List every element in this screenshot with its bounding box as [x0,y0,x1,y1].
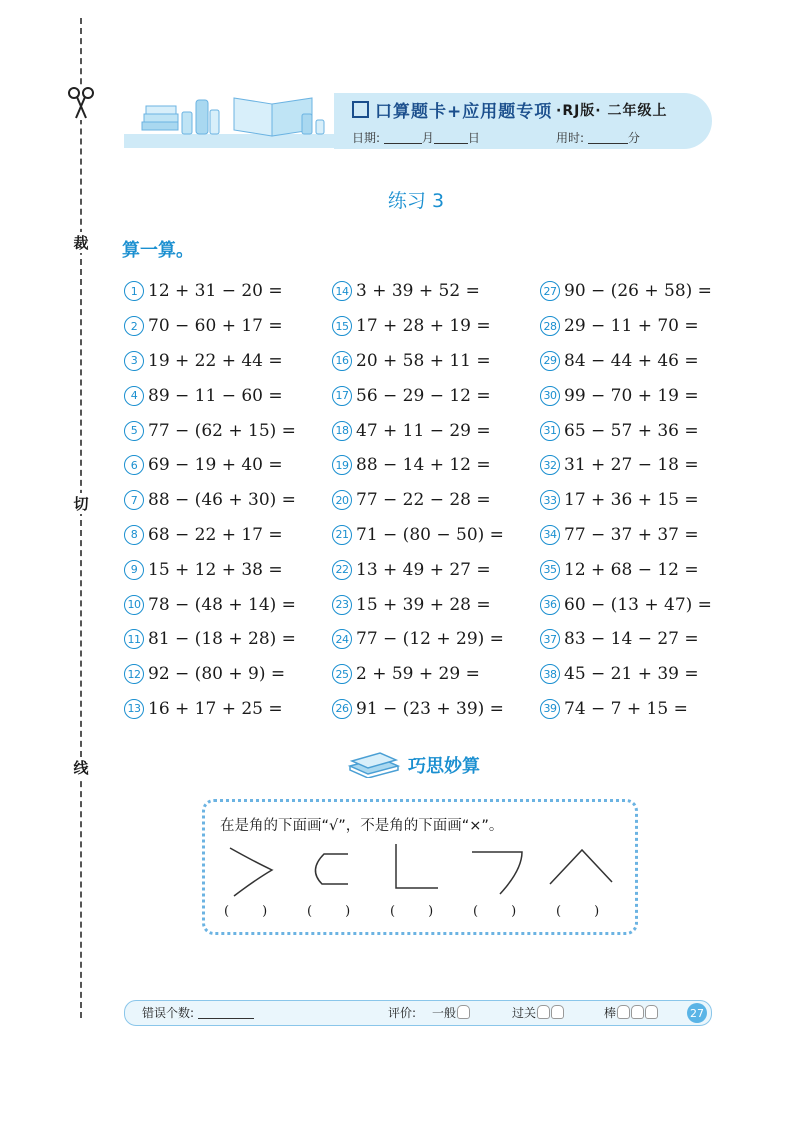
problem-expression: 31 + 27 − 18 = [564,455,699,476]
date-label: 日期: [352,131,381,145]
answer-slot-4[interactable]: ( ) [473,904,517,919]
problem-expression: 15 + 39 + 28 = [356,594,491,615]
thumb-icon [551,1005,564,1019]
problem-item [332,692,504,727]
problem-number: 19 [332,455,352,475]
page-number: 27 [687,1003,707,1023]
problem-number: 21 [332,525,352,545]
problem-expression: 88 − (46 + 30) = [148,490,296,511]
problem-item [124,552,296,587]
bonus-instruction: 在是角的下面画“√”，不是角的下面画“×”。 [220,818,504,834]
problem-number: 16 [332,351,352,371]
problem-item [124,344,296,379]
problem-number: 32 [540,455,560,475]
problem-expression: 56 − 29 − 12 = [356,385,491,406]
problem-item [540,657,712,692]
rating-label: 评价: [388,1006,417,1020]
problem-column-3 [540,274,712,726]
problem-expression: 12 + 68 − 12 = [564,559,699,580]
problem-item [332,413,504,448]
problem-item [124,692,296,727]
problem-item [124,309,296,344]
problem-expression: 65 − 57 + 36 = [564,420,699,441]
problem-item [540,622,712,657]
problem-number: 3 [124,351,144,371]
problem-item [540,448,712,483]
problem-item [540,344,712,379]
figure-3 [396,844,438,888]
rating-general-label: 一般 [432,1006,457,1020]
problem-number: 28 [540,316,560,336]
problem-item [540,413,712,448]
header-edition: ·RJ版· 二年级上 [556,103,668,119]
angle-figures [210,840,630,900]
rating-great[interactable] [604,1004,658,1021]
problem-item [124,413,296,448]
problem-column-1 [124,274,296,726]
problem-number: 17 [332,386,352,406]
problem-expression: 99 − 70 + 19 = [564,385,699,406]
problem-item [332,448,504,483]
problem-item [332,344,504,379]
books-illustration-icon [122,92,344,152]
bonus-title: 巧思妙算 [408,756,480,777]
rating-general[interactable] [432,1004,470,1021]
problem-item [332,552,504,587]
problem-item [124,657,296,692]
problem-item [540,692,712,727]
thumb-icon [645,1005,658,1019]
errors-blank[interactable] [198,1007,254,1019]
cut-mark-qie: 切 [70,493,92,514]
problem-expression: 47 + 11 − 29 = [356,420,491,441]
problem-number: 1 [124,281,144,301]
problem-item [540,518,712,553]
problem-number: 25 [332,664,352,684]
problem-number: 37 [540,629,560,649]
problem-number: 31 [540,421,560,441]
problem-expression: 71 − (80 − 50) = [356,524,504,545]
answer-slot-2[interactable]: ( ) [307,904,351,919]
problem-expression: 19 + 22 + 44 = [148,350,283,371]
problem-item [124,587,296,622]
figure-5 [550,850,612,884]
problem-expression: 77 − (12 + 29) = [356,629,504,650]
thumb-icon [457,1005,470,1019]
problem-expression: 45 − 21 + 39 = [564,664,699,685]
header-title-text: 口算题卡+应用题专项 [375,102,553,122]
header-title [352,97,552,122]
problem-expression: 84 − 44 + 46 = [564,350,699,371]
cut-mark-xian: 线 [70,757,92,778]
problem-expression: 16 + 17 + 25 = [148,698,283,719]
problem-item [124,483,296,518]
problem-item [332,622,504,657]
problem-number: 10 [124,595,144,615]
problem-expression: 91 − (23 + 39) = [356,698,504,719]
problem-expression: 92 − (80 + 9) = [148,664,286,685]
problem-number: 2 [124,316,144,336]
problem-item [540,552,712,587]
problem-expression: 13 + 49 + 27 = [356,559,491,580]
problem-item [124,518,296,553]
problem-expression: 15 + 12 + 38 = [148,559,283,580]
problem-number: 33 [540,490,560,510]
date-field[interactable] [352,129,480,146]
problem-item [540,483,712,518]
figure-1 [230,848,272,896]
square-icon [352,101,369,118]
problem-number: 35 [540,560,560,580]
problem-expression: 68 − 22 + 17 = [148,524,283,545]
problem-expression: 69 − 19 + 40 = [148,455,283,476]
problem-number: 4 [124,386,144,406]
problem-expression: 60 − (13 + 47) = [564,594,712,615]
month-label: 月 [421,131,434,145]
problem-expression: 83 − 14 − 27 = [564,629,699,650]
practice-title: 练习 3 [387,190,445,212]
problem-expression: 77 − 37 + 37 = [564,524,699,545]
minute-blank[interactable] [588,132,628,144]
problem-number: 7 [124,490,144,510]
problem-expression: 3 + 39 + 52 = [356,281,480,302]
problem-item [332,378,504,413]
books-stack-icon [346,748,402,778]
problem-expression: 90 − (26 + 58) = [564,281,712,302]
answer-slot-1[interactable]: ( ) [224,904,268,919]
problem-item [332,587,504,622]
problem-number: 8 [124,525,144,545]
thumb-icon [617,1005,630,1019]
problem-expression: 12 + 31 − 20 = [148,281,283,302]
problem-number: 39 [540,699,560,719]
problem-expression: 81 − (18 + 28) = [148,629,296,650]
problem-expression: 74 − 7 + 15 = [564,698,688,719]
problem-number: 29 [540,351,560,371]
problem-number: 36 [540,595,560,615]
problem-expression: 29 − 11 + 70 = [564,316,699,337]
rating-pass-label: 过关 [512,1006,537,1020]
problem-item [332,518,504,553]
problem-item [124,378,296,413]
answer-slot-5[interactable]: ( ) [556,904,600,919]
problem-number: 22 [332,560,352,580]
answer-slot-3[interactable]: ( ) [390,904,434,919]
figure-4 [472,852,522,894]
problem-expression: 70 − 60 + 17 = [148,316,283,337]
problem-number: 15 [332,316,352,336]
problem-number: 34 [540,525,560,545]
figure-2 [315,854,348,884]
problem-item [540,587,712,622]
errors-label: 错误个数: [142,1006,195,1020]
problem-item [124,448,296,483]
problem-number: 5 [124,421,144,441]
scissors-icon [66,86,96,120]
day-blank[interactable] [434,132,468,144]
cut-mark-cai: 裁 [70,232,92,253]
problem-item [540,378,712,413]
problem-number: 24 [332,629,352,649]
problem-expression: 17 + 36 + 15 = [564,490,699,511]
problem-expression: 17 + 28 + 19 = [356,316,491,337]
thumb-icon [631,1005,644,1019]
section-heading: 算一算。 [122,240,194,261]
problem-expression: 78 − (48 + 14) = [148,594,296,615]
problem-number: 13 [124,699,144,719]
problem-item [540,274,712,309]
day-label: 日 [467,131,480,145]
thumb-icon [537,1005,550,1019]
problem-item [332,657,504,692]
problem-number: 38 [540,664,560,684]
problem-number: 27 [540,281,560,301]
problem-number: 26 [332,699,352,719]
rating-pass[interactable] [512,1004,564,1021]
time-field[interactable] [556,129,640,146]
minute-label: 分 [627,131,640,145]
problem-number: 9 [124,560,144,580]
problem-expression: 2 + 59 + 29 = [356,664,480,685]
problem-expression: 89 − 11 − 60 = [148,385,283,406]
problem-number: 20 [332,490,352,510]
problem-expression: 88 − 14 + 12 = [356,455,491,476]
rating-great-label: 棒 [604,1006,617,1020]
problem-number: 30 [540,386,560,406]
problem-item [332,309,504,344]
problem-expression: 77 − (62 + 15) = [148,420,296,441]
problem-expression: 20 + 58 + 11 = [356,350,491,371]
problem-item [124,274,296,309]
problem-number: 12 [124,664,144,684]
problem-number: 14 [332,281,352,301]
time-label: 用时: [556,131,585,145]
cut-line [80,18,82,1018]
problem-item [124,622,296,657]
month-blank[interactable] [384,132,422,144]
problem-number: 23 [332,595,352,615]
problem-item [332,274,504,309]
problem-number: 11 [124,629,144,649]
problem-number: 6 [124,455,144,475]
problem-number: 18 [332,421,352,441]
problem-item [540,309,712,344]
problem-item [332,483,504,518]
errors-field[interactable] [142,1004,254,1021]
problem-expression: 77 − 22 − 28 = [356,490,491,511]
problem-column-2 [332,274,504,726]
